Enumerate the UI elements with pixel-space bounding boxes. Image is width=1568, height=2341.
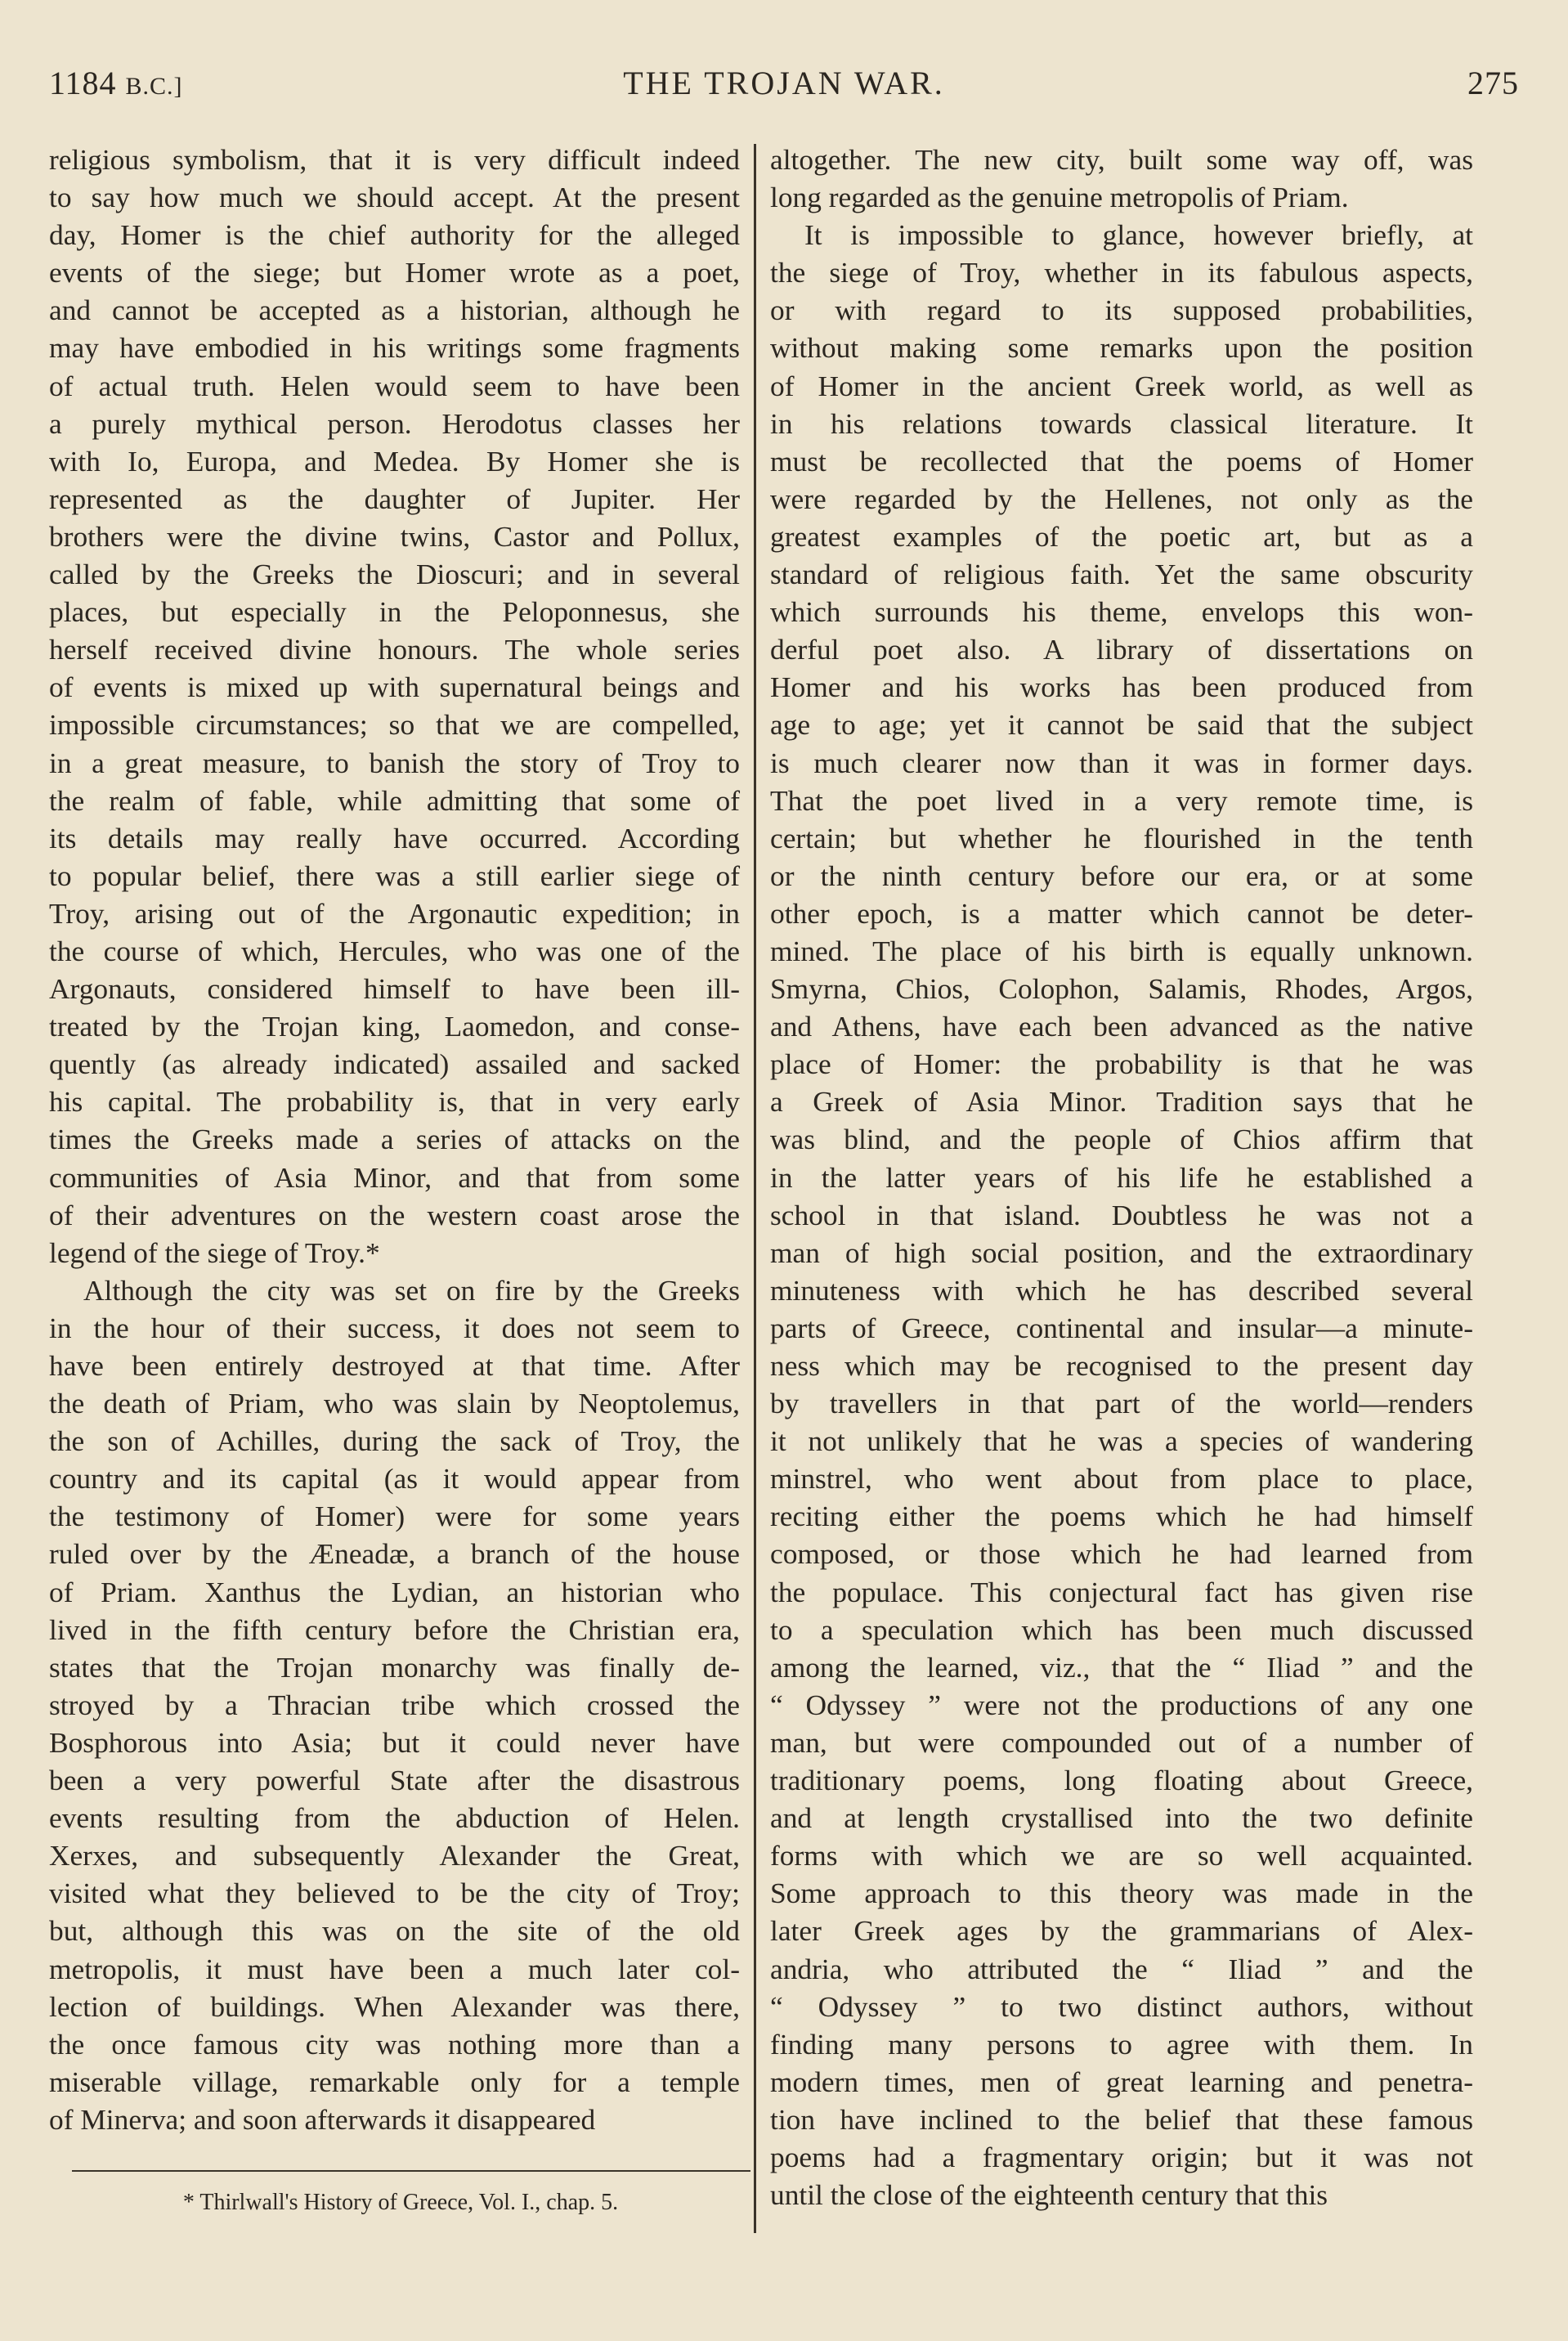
text-line: Bosphorous into Asia; but it could never have (49, 1725, 740, 1759)
text-line: herself received divine honours. The whole series (49, 633, 740, 666)
page-number: 275 (1467, 65, 1519, 101)
text-line: among the learned, viz., that the “ Iliad ” and the (770, 1650, 1473, 1684)
header-title: THE TROJAN WAR. (623, 65, 945, 101)
left-column (49, 141, 740, 2138)
text-line: with Io, Europa, and Medea. By Homer she is (49, 444, 740, 478)
text-line: legend of the siege of Troy.* (49, 1236, 380, 1269)
text-line: the siege of Troy, whether in its fabulous aspects, (770, 256, 1473, 289)
text-line: modern times, men of great learning and penetra- (770, 2065, 1473, 2098)
text-line: to popular belief, there was a still earlier siege of (49, 859, 740, 892)
text-line: certain; but whether he flourished in the tenth (770, 821, 1473, 854)
text-line: It is impossible to glance, however briefly, at (804, 218, 1473, 252)
text-line: the son of Achilles, during the sack of Troy, the (49, 1424, 740, 1458)
text-line: or the ninth century before our era, or at some (770, 859, 1473, 892)
text-line: a Greek of Asia Minor. Tradition says that he (770, 1085, 1473, 1119)
text-line: religious symbolism, that it is very difficult indeed (49, 143, 740, 176)
text-line: until the close of the eighteenth century that this (770, 2178, 1328, 2212)
header-year: 1184 (49, 65, 117, 101)
text-line: miserable village, remarkable only for a temple (49, 2065, 740, 2098)
text-line: metropolis, it must have been a much later col- (49, 1952, 740, 1985)
text-line: lived in the fifth century before the Christian era, (49, 1612, 740, 1646)
text-line: That the poet lived in a very remote time, is (770, 783, 1473, 817)
text-line: greatest examples of the poetic art, but as a (770, 519, 1473, 553)
text-line: Argonauts, considered himself to have been ill- (49, 972, 740, 1006)
text-line: and at length crystallised into the two definite (770, 1801, 1473, 1835)
text-line: have been entirely destroyed at that time. After (49, 1349, 740, 1382)
text-line: represented as the daughter of Jupiter. Her (49, 482, 740, 515)
text-line: impossible circumstances; so that we are compelled, (49, 708, 740, 742)
text-line: tion have inclined to the belief that these famous (770, 2102, 1473, 2136)
text-line: later Greek ages by the grammarians of Alex- (770, 1914, 1473, 1948)
text-line: which surrounds his theme, envelops this won- (770, 595, 1473, 629)
text-line: was blind, and the people of Chios affirm that (770, 1123, 1473, 1156)
text-line: school in that island. Doubtless he was not a (770, 1198, 1473, 1231)
text-line: Some approach to this theory was made in the (770, 1877, 1473, 1910)
text-line: long regarded as the genuine metropolis of Priam. (770, 181, 1349, 214)
text-line: is much clearer now than it was in former days. (770, 746, 1473, 779)
text-line: stroyed by a Thracian tribe which crossed the (49, 1688, 740, 1721)
text-line: country and its capital (as it would appear from (49, 1462, 740, 1496)
text-line: or with regard to its supposed probabilities, (770, 294, 1473, 327)
text-line: brothers were the divine twins, Castor and Pollux, (49, 519, 740, 553)
right-column (770, 141, 1473, 2213)
text-line: place of Homer: the probability is that he was (770, 1047, 1473, 1081)
text-line: to a speculation which has been much discussed (770, 1612, 1473, 1646)
text-line: traditionary poems, long floating about Greece, (770, 1764, 1473, 1797)
text-line: of Homer in the ancient Greek world, as well as (770, 369, 1473, 402)
text-line: forms with which we are so well acquainted. (770, 1839, 1473, 1872)
text-line: Smyrna, Chios, Colophon, Salamis, Rhodes, Argos, (770, 972, 1473, 1006)
text-line: the course of which, Hercules, who was one of the (49, 934, 740, 967)
text-line: quently (as already indicated) assailed and sacked (49, 1047, 740, 1081)
text-line: must be recollected that the poems of Homer (770, 444, 1473, 478)
text-line: reciting either the poems which he had himself (770, 1500, 1473, 1533)
text-line: Troy, arising out of the Argonautic expedition; in (49, 896, 740, 930)
text-line: Xerxes, and subsequently Alexander the Great, (49, 1839, 740, 1872)
column-divider (754, 144, 756, 2233)
text-line: communities of Asia Minor, and that from some (49, 1160, 740, 1194)
text-line: man, but were compounded out of a number of (770, 1725, 1473, 1759)
text-line: states that the Trojan monarchy was finally de- (49, 1650, 740, 1684)
header-era: B.C.] (125, 73, 183, 100)
text-line: composed, or those which he had learned from (770, 1537, 1473, 1571)
text-line: finding many persons to agree with them. In (770, 2027, 1473, 2061)
text-line: its details may really have occurred. According (49, 821, 740, 854)
text-line: been a very powerful State after the disastrous (49, 1764, 740, 1797)
text-line: in his relations towards classical literature. It (770, 406, 1473, 440)
text-line: of Minerva; and soon afterwards it disappeared (49, 2102, 596, 2136)
text-line: “ Odyssey ” to two distinct authors, without (770, 1989, 1473, 2023)
text-line: standard of religious faith. Yet the same obscurity (770, 558, 1473, 591)
text-line: the testimony of Homer) were for some years (49, 1500, 740, 1533)
text-line: and Athens, have each been advanced as the native (770, 1010, 1473, 1043)
text-line: by travellers in that part of the world—renders (770, 1387, 1473, 1420)
text-line: in a great measure, to banish the story of Troy to (49, 746, 740, 779)
text-line: were regarded by the Hellenes, not only as the (770, 482, 1473, 515)
text-line: the once famous city was nothing more than a (49, 2027, 740, 2061)
text-line: it not unlikely that he was a species of wandering (770, 1424, 1473, 1458)
text-line: day, Homer is the chief authority for the alleged (49, 218, 740, 252)
text-line: places, but especially in the Peloponnesus, she (49, 595, 740, 629)
text-line: to say how much we should accept. At the present (49, 181, 740, 214)
text-line: his capital. The probability is, that in very early (49, 1085, 740, 1119)
text-line: in the latter years of his life he established a (770, 1160, 1473, 1194)
text-line: lection of buildings. When Alexander was there, (49, 1989, 740, 2023)
text-line: other epoch, is a matter which cannot be deter- (770, 896, 1473, 930)
running-header (49, 64, 1519, 113)
text-line: Although the city was set on fire by the Greeks (83, 1273, 740, 1307)
text-line: Homer and his works has been produced from (770, 670, 1473, 704)
text-line: minstrel, who went about from place to place, (770, 1462, 1473, 1496)
text-line: events resulting from the abduction of Helen. (49, 1801, 740, 1835)
text-line: and cannot be accepted as a historian, although he (49, 294, 740, 327)
text-line: but, although this was on the site of the old (49, 1914, 740, 1948)
text-line: man of high social position, and the extraordinary (770, 1236, 1473, 1269)
text-line: treated by the Trojan king, Laomedon, and conse- (49, 1010, 740, 1043)
text-line: visited what they believed to be the city of Troy; (49, 1877, 740, 1910)
footnote: * Thirlwall's History of Greece, Vol. I., chap. 5. (182, 2190, 619, 2215)
text-line: age to age; yet it cannot be said that the subject (770, 708, 1473, 742)
text-line: of Priam. Xanthus the Lydian, an historian who (49, 1575, 740, 1608)
text-line: times the Greeks made a series of attacks on the (49, 1123, 740, 1156)
footnote-divider (72, 2170, 750, 2172)
text-line: the populace. This conjectural fact has given rise (770, 1575, 1473, 1608)
text-line: ruled over by the Æneadæ, a branch of the house (49, 1537, 740, 1571)
text-line: andria, who attributed the “ Iliad ” and the (770, 1952, 1473, 1985)
text-line: in the hour of their success, it does not seem to (49, 1311, 740, 1344)
text-line: of actual truth. Helen would seem to have been (49, 369, 740, 402)
text-line: poems had a fragmentary origin; but it was not (770, 2140, 1473, 2173)
text-line: “ Odyssey ” were not the productions of any one (770, 1688, 1473, 1721)
text-line: minuteness with which he has described several (770, 1273, 1473, 1307)
text-line: ness which may be recognised to the present day (770, 1349, 1473, 1382)
text-line: the realm of fable, while admitting that some of (49, 783, 740, 817)
text-line: parts of Greece, continental and insular—a minute- (770, 1311, 1473, 1344)
text-line: mined. The place of his birth is equally unknown. (770, 934, 1473, 967)
text-line: without making some remarks upon the position (770, 331, 1473, 365)
text-line: derful poet also. A library of dissertations on (770, 633, 1473, 666)
text-line: altogether. The new city, built some way off, was (770, 143, 1473, 176)
text-line: called by the Greeks the Dioscuri; and in several (49, 558, 740, 591)
text-line: may have embodied in his writings some fragments (49, 331, 740, 365)
text-line: of their adventures on the western coast arose the (49, 1198, 740, 1231)
text-line: the death of Priam, who was slain by Neoptolemus, (49, 1387, 740, 1420)
text-line: of events is mixed up with supernatural beings and (49, 670, 740, 704)
text-line: a purely mythical person. Herodotus classes her (49, 406, 740, 440)
text-line: events of the siege; but Homer wrote as a poet, (49, 256, 740, 289)
